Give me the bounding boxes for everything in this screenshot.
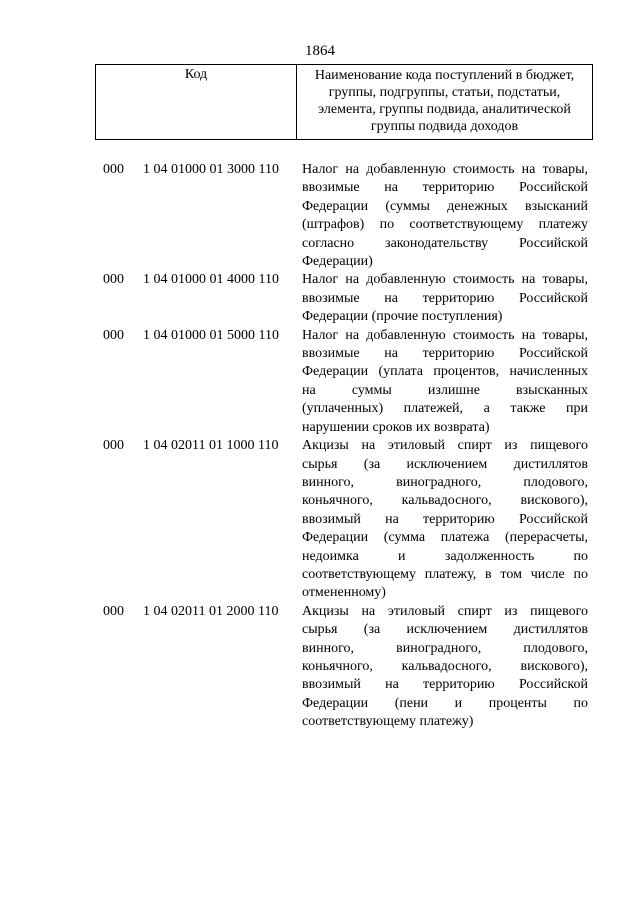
admin-code: 000 bbox=[103, 327, 124, 343]
header-code-label: Код bbox=[96, 65, 297, 139]
revenue-code: 1 04 01000 01 5000 110 bbox=[143, 327, 279, 343]
description-line: Акцизы на этиловый спирт из пищевого bbox=[302, 438, 588, 454]
description-line: винного, виноградного, плодового, bbox=[302, 640, 588, 656]
description-line: Федерации (пени и проценты по bbox=[302, 695, 588, 711]
description-line: винного, виноградного, плодового, bbox=[302, 474, 588, 490]
revenue-code: 1 04 01000 01 4000 110 bbox=[143, 272, 279, 288]
revenue-description bbox=[302, 327, 588, 437]
table-row bbox=[0, 271, 640, 326]
description-line: соответствующему платежу, в том числе по bbox=[302, 566, 588, 582]
description-line: ввозимые на территорию Российской bbox=[302, 346, 588, 362]
description-line: Федерации (сумма платежа (перерасчеты, bbox=[302, 530, 588, 546]
description-line: Налог на добавленную стоимость на товары, bbox=[302, 272, 588, 288]
description-line: ввозимые на территорию Российской bbox=[302, 180, 588, 196]
description-line: Налог на добавленную стоимость на товары, bbox=[302, 162, 588, 177]
admin-code: 000 bbox=[103, 438, 124, 454]
description-line: сырья (за исключением дистиллятов bbox=[302, 456, 588, 472]
admin-code: 000 bbox=[103, 603, 124, 619]
revenue-code: 1 04 01000 01 3000 110 bbox=[143, 162, 279, 177]
table-row bbox=[0, 327, 640, 437]
description-line: сырья (за исключением дистиллятов bbox=[302, 622, 588, 638]
description-line: коньячного, кальвадосного, вискового), bbox=[302, 493, 588, 509]
description-line: (уплаченных) платежей, а также при bbox=[302, 401, 588, 417]
page-number: 1864 bbox=[305, 43, 335, 59]
description-line: Федерации (прочие поступления) bbox=[302, 309, 503, 325]
description-line: (штрафов) по соответствующему платежу bbox=[302, 217, 588, 233]
revenue-code-list bbox=[0, 161, 640, 732]
revenue-code: 1 04 02011 01 1000 110 bbox=[143, 438, 279, 454]
description-line: Федерации) bbox=[302, 254, 373, 270]
description-line: недоимка и задолженность по bbox=[302, 548, 588, 564]
description-line: Федерации (уплата процентов, начисленных bbox=[302, 364, 588, 380]
admin-code: 000 bbox=[103, 272, 124, 288]
description-line: соответствующему платежу) bbox=[302, 714, 474, 730]
revenue-code: 1 04 02011 01 2000 110 bbox=[143, 603, 279, 619]
description-line: ввозимый на территорию Российской bbox=[302, 511, 588, 527]
description-line: отмененному) bbox=[302, 585, 386, 601]
description-line: ввозимые на территорию Российской bbox=[302, 290, 588, 306]
revenue-description bbox=[302, 603, 588, 732]
table-header bbox=[95, 64, 593, 140]
description-line: Федерации (суммы денежных взысканий bbox=[302, 198, 588, 214]
table-row bbox=[0, 437, 640, 603]
header-name-label: Наименование кода поступлений в бюджет, группы, подгруппы, статьи, подстатьи, элемента, группы подвида, аналитической группы подвида доходов bbox=[314, 68, 575, 134]
admin-code: 000 bbox=[103, 162, 124, 177]
revenue-description bbox=[302, 161, 588, 271]
revenue-description bbox=[302, 271, 588, 326]
description-line: коньячного, кальвадосного, вискового), bbox=[302, 658, 588, 674]
revenue-description bbox=[302, 437, 588, 603]
description-line: на суммы излишне взысканных bbox=[302, 382, 588, 398]
table-row bbox=[0, 161, 640, 271]
description-line: Акцизы на этиловый спирт из пищевого bbox=[302, 603, 588, 619]
description-line: нарушении сроков их возврата) bbox=[302, 419, 490, 435]
description-line: Налог на добавленную стоимость на товары, bbox=[302, 327, 588, 343]
description-line: согласно законодательству Российской bbox=[302, 235, 588, 251]
table-row bbox=[0, 603, 640, 732]
description-line: ввозимый на территорию Российской bbox=[302, 677, 588, 693]
